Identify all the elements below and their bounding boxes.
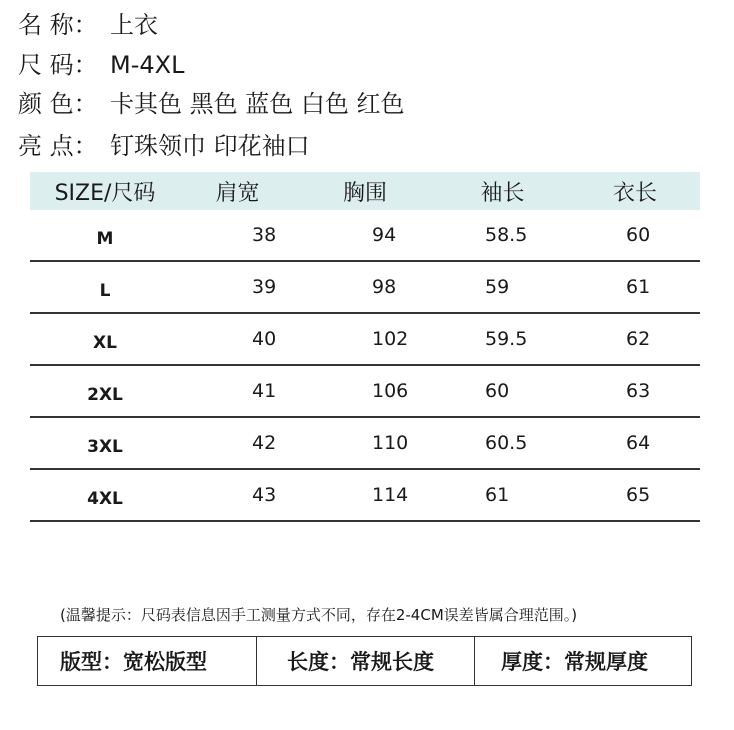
length-cell: 60 (626, 224, 651, 246)
size-cell: 3XL (87, 437, 123, 457)
spec-length: 长度：常规长度 (257, 637, 475, 685)
product-color-label: 颜 色： (18, 90, 98, 118)
product-size-line (18, 50, 184, 80)
sleeve-cell: 60 (485, 380, 510, 402)
chest-cell: 98 (372, 276, 397, 298)
header-sleeve: 袖长 (480, 180, 525, 206)
header-size: SIZE/尺码 (54, 180, 156, 206)
product-name-label: 名 称： (18, 11, 98, 39)
shoulder-cell: 41 (252, 380, 277, 402)
sleeve-cell: 58.5 (485, 224, 528, 246)
spec-fit: 版型：宽松版型 (38, 637, 257, 685)
table-row (30, 210, 700, 262)
table-row (30, 470, 700, 522)
length-cell: 64 (626, 432, 651, 454)
length-cell: 65 (626, 484, 651, 506)
product-highlight-value: 钉珠领巾 印花袖口 (110, 132, 310, 160)
length-cell: 62 (626, 328, 651, 350)
spec-thickness: 厚度：常规厚度 (501, 650, 648, 674)
chest-cell: 94 (372, 224, 397, 246)
chest-cell: 114 (372, 484, 409, 506)
shoulder-cell: 43 (252, 484, 277, 506)
size-cell: XL (93, 333, 117, 353)
shoulder-cell: 40 (252, 328, 277, 350)
size-cell: 4XL (87, 489, 123, 509)
sleeve-cell: 59 (485, 276, 510, 298)
chest-cell: 106 (372, 380, 409, 402)
shoulder-cell: 38 (252, 224, 277, 246)
length-cell: 61 (626, 276, 651, 298)
product-size-value: M-4XL (110, 51, 185, 79)
sleeve-cell: 61 (485, 484, 510, 506)
product-name-line (18, 10, 158, 40)
shoulder-cell: 42 (252, 432, 277, 454)
size-cell: 2XL (87, 385, 123, 405)
table-row (30, 314, 700, 366)
length-cell: 63 (626, 380, 651, 402)
sleeve-cell: 59.5 (485, 328, 528, 350)
product-color-value: 卡其色 黑色 蓝色 白色 红色 (110, 90, 405, 118)
shoulder-cell: 39 (252, 276, 277, 298)
product-highlight-line (18, 131, 310, 161)
spec-box (37, 636, 692, 686)
header-shoulder: 肩宽 (215, 180, 260, 206)
chest-cell: 102 (372, 328, 409, 350)
product-highlight-label: 亮 点： (18, 132, 98, 160)
sleeve-cell: 60.5 (485, 432, 528, 454)
product-size-label: 尺 码： (18, 51, 98, 79)
header-length: 衣长 (612, 180, 657, 206)
product-color-line (18, 89, 405, 119)
chest-cell: 110 (372, 432, 409, 454)
header-chest: 胸围 (342, 180, 387, 206)
table-row (30, 262, 700, 314)
size-table-header (30, 172, 700, 210)
table-row (30, 366, 700, 418)
size-table (30, 172, 700, 522)
size-cell: M (96, 229, 114, 249)
table-row (30, 418, 700, 470)
size-cell: L (99, 281, 111, 301)
measurement-note: (温馨提示：尺码表信息因手工测量方式不同，存在2-4CM误差皆属合理范围。) (60, 606, 578, 624)
product-name-value: 上衣 (110, 11, 158, 39)
